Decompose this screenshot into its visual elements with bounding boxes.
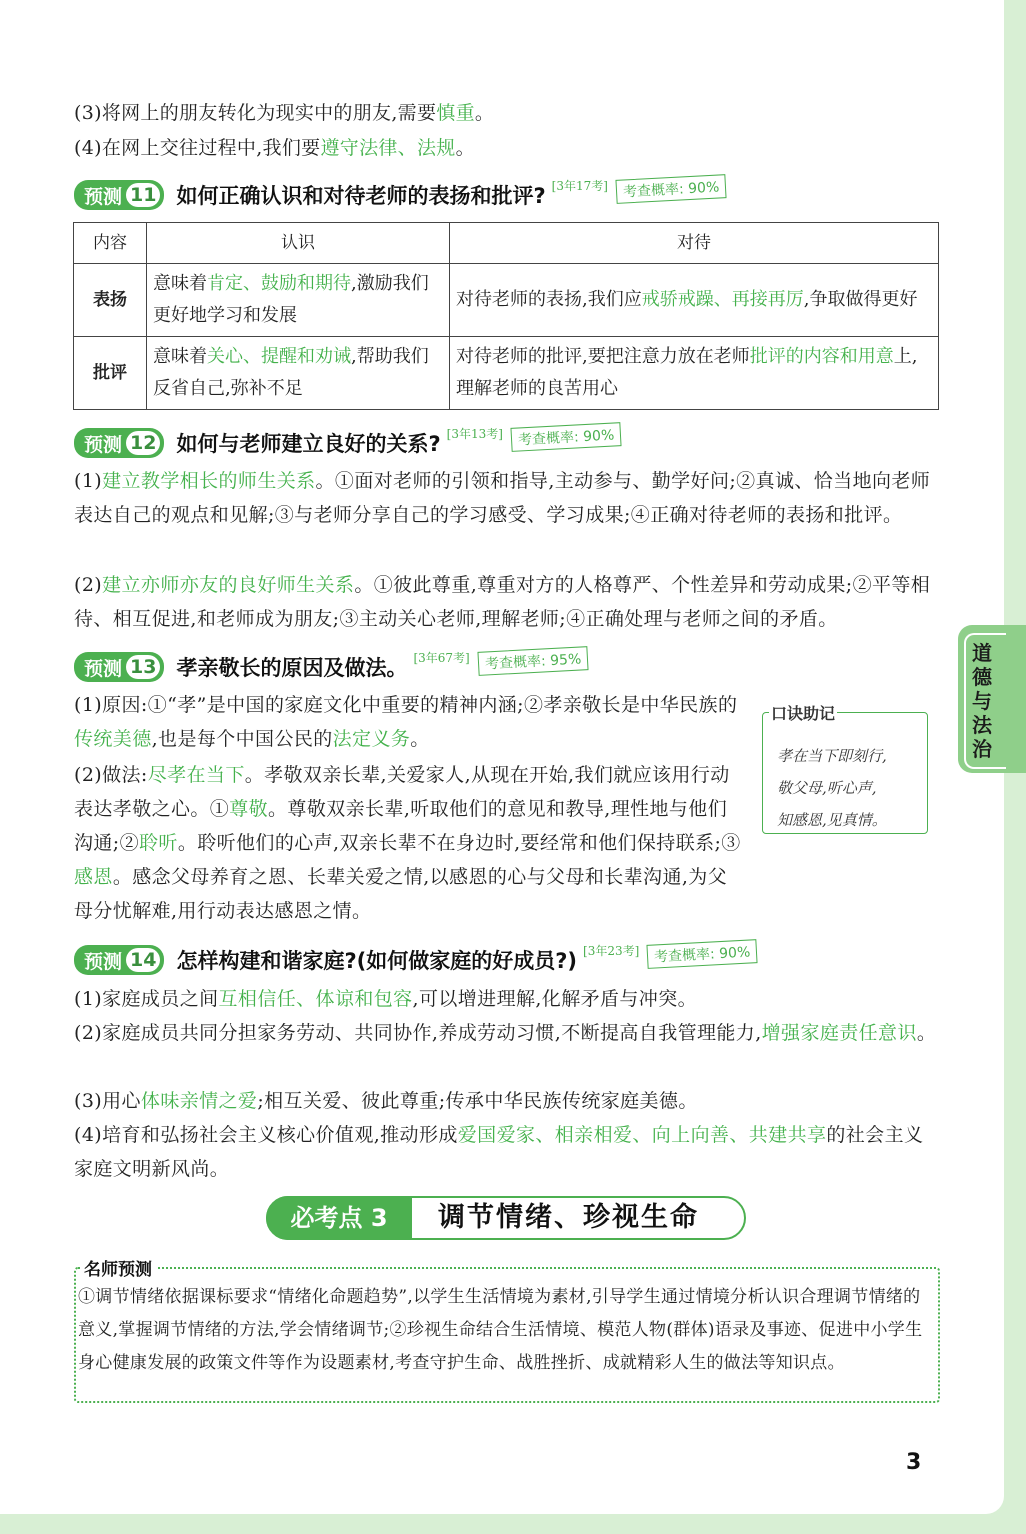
prediction-tag: 预测 13: [74, 652, 164, 682]
mnemonic-box: [762, 704, 928, 834]
question-14-heading: [74, 945, 758, 975]
table-row: [74, 264, 939, 337]
section-title: 调节情绪、珍视生命: [438, 1202, 699, 1233]
question-11-heading: [74, 180, 726, 210]
probability-stamp: 考查概率: 90%: [615, 174, 726, 204]
q14-point-2: (2)家庭成员共同分担家务劳动、共同协作,养成劳动习惯,不断提高自我管理能力,增强家庭责任意识。: [74, 1022, 937, 1044]
table-cell: 意味着肯定、鼓励和期待,激励我们更好地学习和发展: [147, 264, 450, 337]
teacher-prediction-title: 名师预测: [80, 1255, 156, 1280]
teacher-prediction-text: ①调节情绪依据课标要求“情绪化命题趋势”,以学生生活情境为素材,引导学生通过情境分析认识合理调节情绪的意义,掌握调节情绪的方法,学会情绪调节;②珍视生命结合生活情境、模范人物(群体)语录及事迹、促进中小学生身心健康发展的政策文件等作为设题素材,考查守护生命、战胜挫折、成就精彩人生的做法等知识点。: [78, 1287, 923, 1373]
section-label: 必考点 3: [266, 1196, 412, 1240]
table-header-content: 内容: [74, 223, 147, 264]
table-cell: 对待老师的批评,要把注意力放在老师批评的内容和用意上,理解老师的良苦用心: [450, 337, 939, 410]
mnemonic-line: 知感恩,见真情。: [777, 811, 887, 829]
exam-frequency: [3年67考]: [413, 650, 470, 665]
q14-point-4: (4)培育和弘扬社会主义核心价值观,推动形成爱国爱家、相亲相爱、向上向善、共建共享的社会主义家庭文明新风尚。: [74, 1124, 924, 1180]
praise-criticism-table: [73, 222, 939, 410]
probability-stamp: 考查概率: 90%: [647, 939, 758, 969]
table-header-row: [74, 223, 939, 264]
teacher-prediction-box: [74, 1260, 940, 1403]
intro-line-3: (3)将网上的朋友转化为现实中的朋友,需要慎重。: [74, 102, 495, 124]
exam-frequency: [3年17考]: [551, 178, 608, 193]
question-title: 如何正确认识和对待老师的表扬和批评?: [176, 184, 546, 208]
question-title: 如何与老师建立良好的关系?: [176, 432, 441, 456]
q12-point-2: (2)建立亦师亦友的良好师生关系。①彼此尊重,尊重对方的人格尊严、个性差异和劳动成果;②平等相待、相互促进,和老师成为朋友;③主动关心老师,理解老师;④正确处理与老师之间的矛盾。: [74, 574, 931, 630]
exam-frequency: [3年13考]: [446, 426, 503, 441]
q14-point-3: (3)用心体味亲情之爱;相互关爱、彼此尊重;传承中华民族传统家庭美德。: [74, 1090, 698, 1112]
row-label: 批评: [74, 337, 147, 410]
prediction-tag: 预测 14: [74, 945, 164, 975]
table-header-recognition: 认识: [147, 223, 450, 264]
probability-stamp: 考查概率: 95%: [477, 646, 588, 676]
q14-point-1: (1)家庭成员之间互相信任、体谅和包容,可以增进理解,化解矛盾与冲突。: [74, 988, 698, 1010]
table-cell: 对待老师的表扬,我们应戒骄戒躁、再接再厉,争取做得更好: [450, 264, 939, 337]
q13-method: (2)做法:尽孝在当下。孝敬双亲长辈,关爱家人,从现在开始,我们就应该用行动表达孝敬之心。①尊敬。尊敬双亲长辈,听取他们的意见和教导,理性地与他们沟通;②聆听。聆听他们的心声,双亲长辈不在身边时,要经常和他们保持联系;③感恩。感念父母养育之恩、长辈关爱之情,以感恩的心与父母和长辈沟通,为父母分忧解难,用行动表达感恩之情。: [74, 764, 741, 922]
page-number: 3: [906, 1450, 922, 1475]
q13-reason: (1)原因:①“孝”是中国的家庭文化中重要的精神内涵;②孝亲敬长是中华民族的传统美德,也是每个中国公民的法定义务。: [74, 694, 738, 750]
row-label: 表扬: [74, 264, 147, 337]
subject-side-tab: [958, 625, 1026, 773]
q12-point-1: (1)建立教学相长的师生关系。①面对老师的引领和指导,主动参与、勤学好问;②真诚、恰当地向老师表达自己的观点和见解;③与老师分享自己的学习感受、学习成果;④正确对待老师的表扬和批评。: [74, 470, 931, 526]
exam-frequency: [3年23考]: [583, 943, 640, 958]
mnemonic-line: 敬父母,听心声,: [777, 779, 877, 797]
table-header-treatment: 对待: [450, 223, 939, 264]
probability-stamp: 考查概率: 90%: [510, 422, 621, 452]
intro-line-4: (4)在网上交往过程中,我们要遵守法律、法规。: [74, 137, 475, 159]
question-12-heading: [74, 428, 621, 458]
table-row: [74, 337, 939, 410]
prediction-tag: 预测 11: [74, 180, 164, 210]
table-cell: 意味着关心、提醒和劝诫,帮助我们反省自己,弥补不足: [147, 337, 450, 410]
section-banner: [266, 1196, 746, 1240]
question-title: 怎样构建和谐家庭?(如何做家庭的好成员?): [176, 949, 578, 973]
mnemonic-title: 口诀助记: [769, 701, 837, 724]
question-title: 孝亲敬长的原因及做法。: [176, 656, 408, 680]
prediction-tag: 预测 12: [74, 428, 164, 458]
mnemonic-line: 孝在当下即刻行,: [777, 747, 887, 765]
question-13-heading: [74, 652, 588, 682]
subject-label: 道德与法治: [972, 641, 992, 761]
